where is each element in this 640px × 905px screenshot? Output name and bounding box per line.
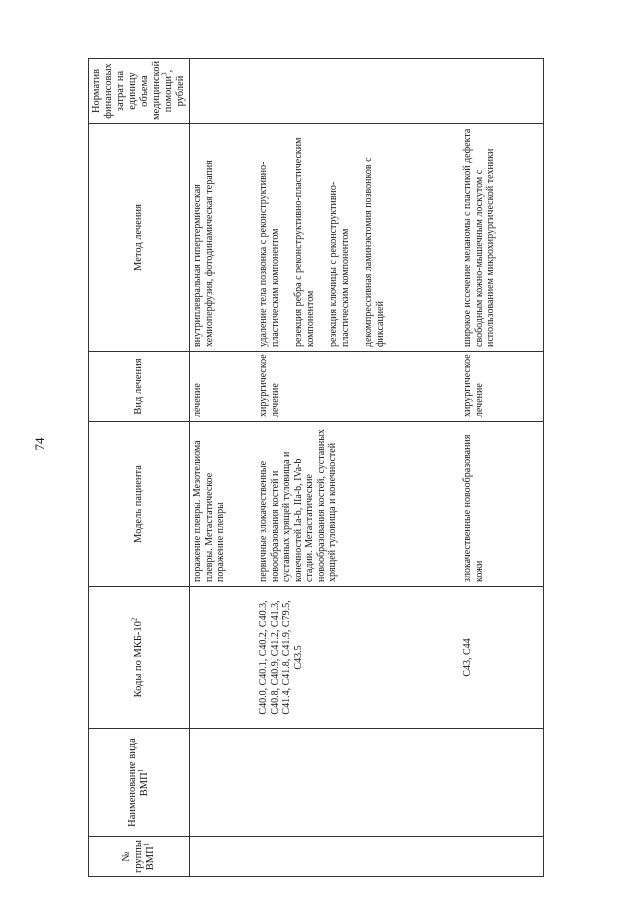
table-header-row	[89, 59, 190, 877]
header-cost-norm: Норматив финансовых затрат на единицу объема медицинской помощи$^3$, рублей	[89, 59, 190, 124]
cell-vmp-name	[256, 729, 460, 837]
cell-group-no	[256, 837, 460, 877]
cell-treatment-method	[460, 124, 544, 352]
vmp-table	[88, 58, 544, 877]
header-patient-model: Модель пациента	[89, 422, 190, 587]
cell-vmp-name	[460, 729, 544, 837]
method-item: декомпрессивная ламинэктомия позвонков с фиксацией	[363, 157, 386, 347]
header-vmp-name: Наименование вида ВМП$^1$	[89, 729, 190, 837]
method-item: резекция ребра с реконструктивно-пластическим компонентом	[293, 137, 316, 347]
header-icd-codes: Коды по МКБ-$10^2$	[89, 587, 190, 729]
method-item: резекция ключицы с реконструктивно-пластическим компонентом	[328, 181, 351, 347]
cell-icd-codes: C40.0, C40.1, C40.2, C40.3, C40.8, C40.9, C41.2, C41.3, C41.4, C41.8, C41.9, C79.5, C43.5	[256, 587, 460, 729]
cell-cost	[190, 59, 257, 124]
cell-treatment-type: хирургическое лечение	[460, 352, 544, 422]
table-row	[190, 59, 257, 877]
cell-treatment-type: лечение	[190, 352, 257, 422]
cell-patient-model: злокачественные новообразования кожи	[460, 422, 544, 587]
cell-treatment-type: хирургическое лечение	[256, 352, 460, 422]
cell-vmp-name	[190, 729, 257, 837]
cell-icd-codes	[190, 587, 257, 729]
table-row	[460, 59, 544, 877]
header-treatment-type: Вид лечения	[89, 352, 190, 422]
cell-patient-model: первичные злокачественные новообразования костей и суставных хрящей туловища и конечностей Ia-b, IIa-b, IVa-b стадии. Метастатические новообразования костей, суставных хрящей туловища и конечностей	[256, 422, 460, 587]
cell-cost	[256, 59, 460, 124]
cell-group-no	[460, 837, 544, 877]
table-row	[256, 59, 460, 877]
method-item: удаление тела позвонка с реконструктивно-пластическим компонентом	[258, 161, 281, 347]
page-number: 74	[32, 437, 47, 451]
cell-treatment-method	[256, 124, 460, 352]
method-item: внутриплевральная гипертермическая хемиоперфузия, фотодинамическая терапия	[192, 160, 215, 347]
method-item: широкое иссечение меланомы с пластикой дефекта свободным кожно-мышечным лоскутом с использованием микрохирургической техники	[462, 128, 496, 347]
header-treatment-method: Метод лечения	[89, 124, 190, 352]
cell-icd-codes: C43, C44	[460, 587, 544, 729]
header-group-no: № группы ВМП$^1$	[89, 837, 190, 877]
cell-group-no	[190, 837, 257, 877]
cell-patient-model: поражение плевры. Мезотелиома плевры. Метастатическое поражение плевры	[190, 422, 257, 587]
cell-cost	[460, 59, 544, 124]
cell-treatment-method	[190, 124, 257, 352]
rotated-table-container	[88, 59, 544, 877]
